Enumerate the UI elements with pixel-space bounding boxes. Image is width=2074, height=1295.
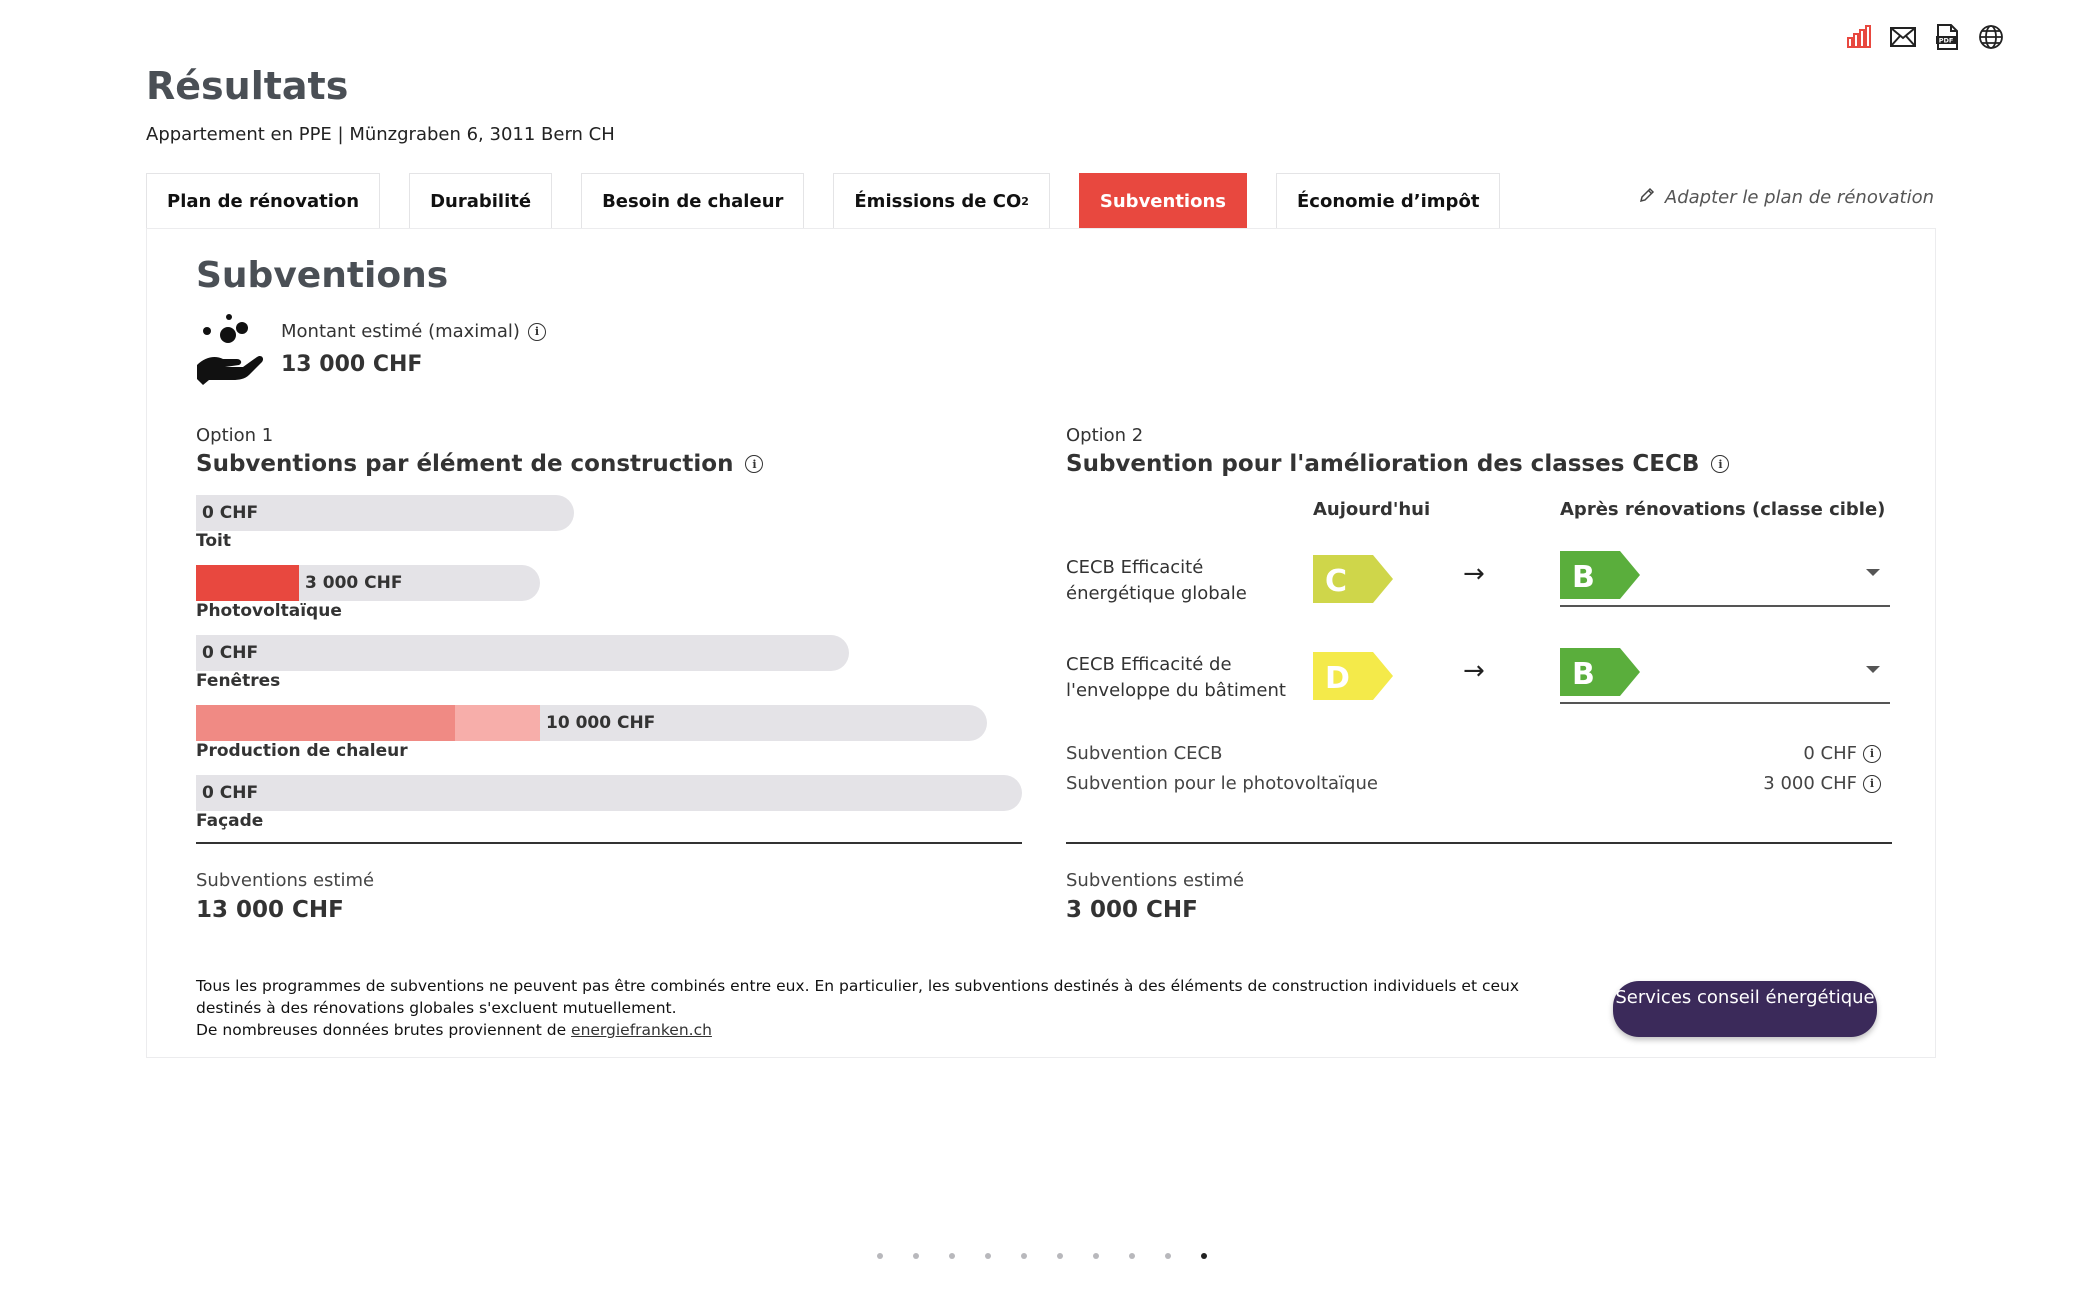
hand-coins-icon (195, 313, 265, 387)
info-icon[interactable]: i (1711, 455, 1729, 473)
target-class-select[interactable] (1560, 551, 1890, 607)
montant-estime-label (281, 321, 546, 342)
bar-label: Toit (196, 531, 231, 551)
bar-fill-secondary (455, 705, 540, 741)
energy-class-badge-target (1560, 648, 1640, 696)
page-dot[interactable] (949, 1253, 955, 1259)
info-icon[interactable]: i (745, 455, 763, 473)
arrow-right-icon: → (1463, 656, 1485, 686)
page-dot-active[interactable] (1201, 1253, 1207, 1259)
tab-plan-de-renovation[interactable] (146, 173, 380, 228)
bar-fill (196, 565, 299, 601)
montant-label-text: Montant estimé (maximal) (281, 321, 520, 342)
subvention-pv-value (1763, 773, 1881, 794)
tab-label: Durabilité (430, 190, 532, 212)
results-tabs (146, 173, 1500, 228)
subsidy-bars (196, 495, 1016, 845)
subvention-pv-label: Subvention pour le photovoltaïque (1066, 773, 1378, 794)
tab-label: Plan de rénovation (167, 190, 360, 212)
mail-icon[interactable] (1888, 22, 1918, 52)
services-conseil-button[interactable]: Services conseil énergétique (1613, 981, 1877, 1037)
energiefranken-link[interactable]: energiefranken.ch (571, 1021, 712, 1039)
target-class-select[interactable] (1560, 648, 1890, 704)
tab-label: Économie d’impôt (1297, 190, 1480, 212)
disclaimer-text: Tous les programmes de subventions ne peuvent pas être combinés entre eux. En particulier, les subventions destinés à des éléments de construction individuels et ceux destinés à des rénovations globales s'excluent mutuellement. (196, 977, 1520, 1017)
chevron-down-icon (1866, 569, 1880, 576)
pagination-dots (877, 1253, 1207, 1259)
badge-letter: C (1325, 564, 1348, 599)
energy-class-badge-today (1313, 652, 1393, 700)
option2-title-text: Subvention pour l'amélioration des classes CECB (1066, 451, 1700, 477)
tab-label-subscript: 2 (1021, 194, 1029, 208)
badge-letter: B (1572, 657, 1595, 692)
bar-track (196, 635, 849, 671)
chevron-down-icon (1866, 666, 1880, 673)
col-today-header: Aujourd'hui (1313, 499, 1431, 520)
energy-class-badge-target (1560, 551, 1640, 599)
option2-title (1066, 451, 1729, 477)
subvention-cecb-value (1803, 743, 1881, 764)
info-icon[interactable]: i (1863, 775, 1881, 793)
tab-label: Émissions de CO (854, 190, 1022, 212)
adapt-plan-label: Adapter le plan de rénovation (1664, 187, 1934, 208)
badge-letter: B (1572, 560, 1595, 595)
page-title: Résultats (146, 64, 349, 108)
page-dot[interactable] (1093, 1253, 1099, 1259)
option1-estime-label: Subventions estimé (196, 870, 375, 891)
option1-title (196, 451, 763, 477)
bar-value: 0 CHF (202, 503, 259, 523)
bar-row-photovoltaique (196, 565, 1016, 635)
page-dot[interactable] (1165, 1253, 1171, 1259)
page-dot[interactable] (1129, 1253, 1135, 1259)
option2-divider (1066, 842, 1892, 844)
pdf-icon[interactable] (1932, 22, 1962, 52)
top-toolbar (1844, 22, 2006, 52)
tab-emissions-co2[interactable] (833, 173, 1050, 228)
bar-row-production-de-chaleur (196, 705, 1016, 775)
tab-besoin-de-chaleur[interactable] (581, 173, 804, 228)
property-address: Appartement en PPE | Münzgraben 6, 3011 Bern CH (146, 124, 615, 145)
col-after-header: Après rénovations (classe cible) (1560, 499, 1886, 520)
tab-subventions[interactable] (1079, 173, 1247, 228)
option2-label: Option 2 (1066, 425, 1144, 446)
cecb-row-label: CECB Efficacité de l'enveloppe du bâtiment (1066, 654, 1286, 701)
disclaimer (196, 975, 1566, 1041)
badge-letter: D (1325, 661, 1350, 696)
bar-label: Fenêtres (196, 671, 281, 691)
page-dot[interactable] (877, 1253, 883, 1259)
bar-fill (196, 705, 455, 741)
pencil-icon (1639, 187, 1655, 208)
bar-value: 0 CHF (202, 643, 259, 663)
option2-estime-value: 3 000 CHF (1066, 897, 1198, 923)
option2-estime-label: Subventions estimé (1066, 870, 1245, 891)
tab-economie-impot[interactable] (1276, 173, 1500, 228)
bar-row-toit (196, 495, 1016, 565)
tab-durabilite[interactable] (409, 173, 552, 228)
info-icon[interactable]: i (528, 323, 546, 341)
cecb-row-label: CECB Efficacité énergétique globale (1066, 557, 1247, 604)
subvention-cecb-label: Subvention CECB (1066, 743, 1223, 764)
page-dot[interactable] (985, 1253, 991, 1259)
bar-label: Façade (196, 811, 264, 831)
bar-row-facade (196, 775, 1016, 845)
option1-divider (196, 842, 1022, 844)
disclaimer-source (196, 1019, 1566, 1041)
bar-value: 3 000 CHF (305, 573, 403, 593)
subvention-value-text: 3 000 CHF (1763, 773, 1857, 794)
subvention-value-text: 0 CHF (1803, 743, 1857, 764)
bar-row-fenetres (196, 635, 1016, 705)
disclaimer-source-text: De nombreuses données brutes proviennent de (196, 1021, 572, 1039)
svg-text:PDF: PDF (1938, 36, 1954, 45)
chart-icon[interactable] (1844, 22, 1874, 52)
subventions-panel (146, 228, 1936, 1058)
montant-estime-value: 13 000 CHF (281, 352, 423, 377)
option1-estime-value: 13 000 CHF (196, 897, 344, 923)
globe-icon[interactable] (1976, 22, 2006, 52)
page-dot[interactable] (1057, 1253, 1063, 1259)
tab-label: Subventions (1099, 190, 1226, 212)
section-title: Subventions (196, 255, 449, 296)
tab-label: Besoin de chaleur (602, 190, 784, 212)
adapt-plan-link[interactable] (1639, 187, 1934, 208)
bar-label: Production de chaleur (196, 741, 408, 761)
bar-track (196, 775, 1022, 811)
bar-value: 0 CHF (202, 783, 259, 803)
energy-class-badge-today (1313, 555, 1393, 603)
bar-label: Photovoltaïque (196, 601, 342, 621)
arrow-right-icon: → (1463, 559, 1485, 589)
page-dot[interactable] (1021, 1253, 1027, 1259)
option1-title-text: Subventions par élément de construction (196, 451, 734, 477)
option1-label: Option 1 (196, 425, 274, 446)
info-icon[interactable]: i (1863, 745, 1881, 763)
page-dot[interactable] (913, 1253, 919, 1259)
bar-value: 10 000 CHF (546, 713, 656, 733)
